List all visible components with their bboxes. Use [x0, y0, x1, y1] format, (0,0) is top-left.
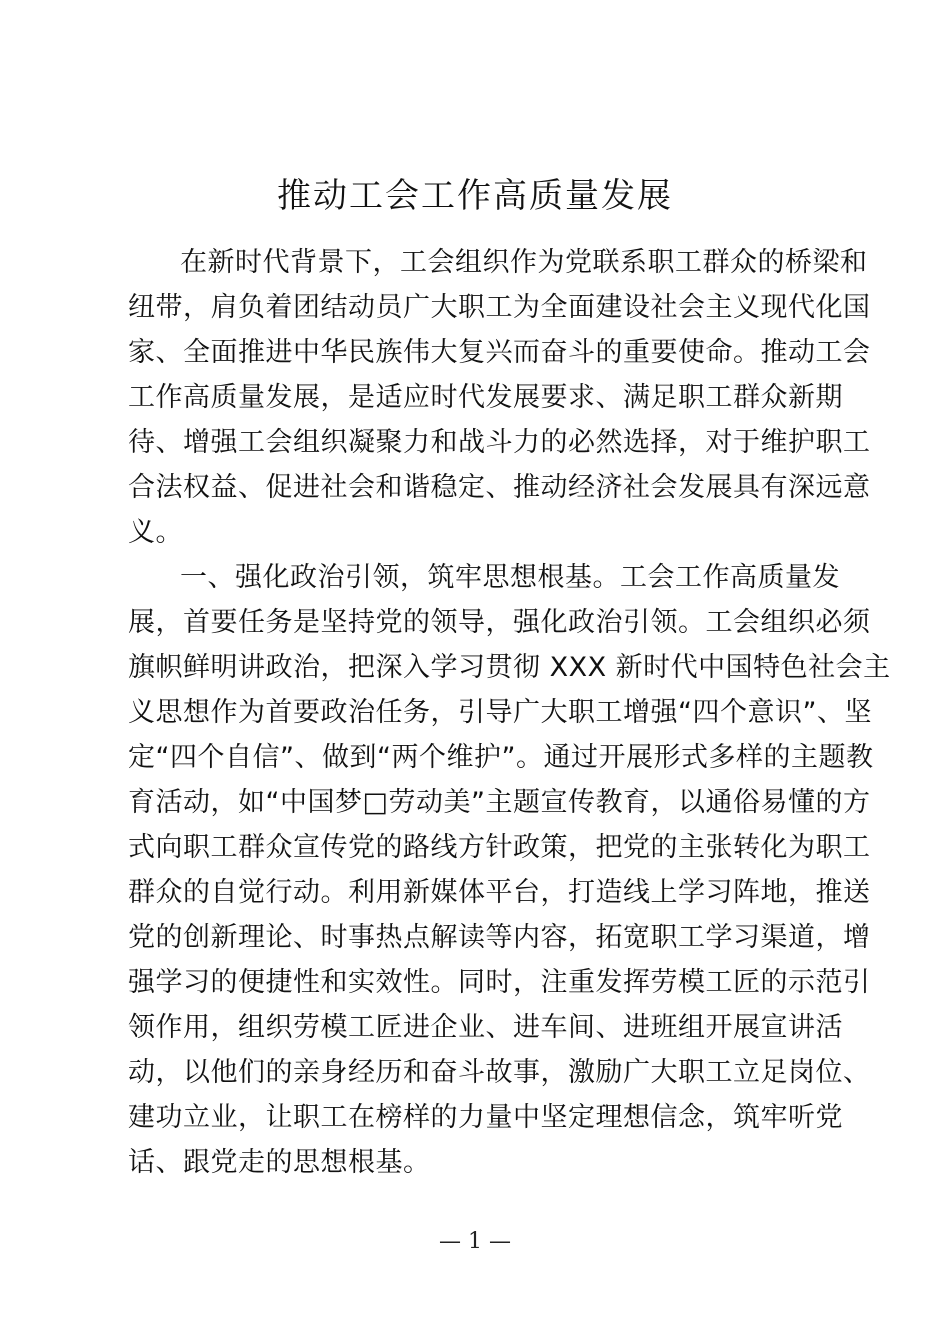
- paragraph-line: 育活动，如“中国梦□劳动美”主题宣传教育，以通俗易懂的方: [128, 787, 871, 818]
- paragraph-line: 待、增强工会组织凝聚力和战斗力的必然选择，对于维护职工: [128, 427, 871, 458]
- paragraph-line: 定“四个自信”、做到“两个维护”。通过开展形式多样的主题教: [128, 742, 874, 773]
- paragraph-line: 展，首要任务是坚持党的领导，强化政治引领。工会组织必须: [128, 607, 871, 638]
- document-title: 推动工会工作高质量发展: [277, 176, 673, 216]
- paragraph-line: 党的创新理论、时事热点解读等内容，拓宽职工学习渠道，增: [128, 922, 871, 953]
- paragraph-line: 合法权益、促进社会和谐稳定、推动经济社会发展具有深远意: [128, 472, 871, 503]
- paragraph-line: 家、全面推进中华民族伟大复兴而奋斗的重要使命。推动工会: [128, 337, 871, 368]
- page-number: — 1 —: [439, 1229, 511, 1254]
- paragraph-line: 群众的自觉行动。利用新媒体平台，打造线上学习阵地，推送: [128, 877, 871, 908]
- paragraph-line: 话、跟党走的思想根基。: [128, 1147, 431, 1178]
- paragraph-line: 旗帜鲜明讲政治，把深入学习贯彻 XXX 新时代中国特色社会主: [128, 652, 891, 683]
- paragraph-line: 工作高质量发展，是适应时代发展要求、满足职工群众新期: [128, 382, 843, 413]
- paragraph-line: 动，以他们的亲身经历和奋斗故事，激励广大职工立足岗位、: [128, 1057, 871, 1088]
- paragraph-line: 纽带，肩负着团结动员广大职工为全面建设社会主义现代化国: [128, 292, 871, 323]
- document-body: [128, 240, 891, 1185]
- paragraph-line: 式向职工群众宣传党的路线方针政策，把党的主张转化为职工: [128, 832, 871, 863]
- paragraph-line: 在新时代背景下，工会组织作为党联系职工群众的桥梁和: [180, 247, 868, 278]
- paragraph-line: 义思想作为首要政治任务，引导广大职工增强“四个意识”、坚: [128, 697, 872, 728]
- section-heading-line: 一、强化政治引领，筑牢思想根基。工会工作高质量发: [180, 562, 840, 593]
- paragraph-line: 强学习的便捷性和实效性。同时，注重发挥劳模工匠的示范引: [128, 967, 871, 998]
- paragraph-line: 义。: [128, 517, 183, 548]
- paragraph-line: 建功立业，让职工在榜样的力量中坚定理想信念，筑牢听党: [128, 1102, 843, 1133]
- paragraph-line: 领作用，组织劳模工匠进企业、进车间、进班组开展宣讲活: [128, 1012, 843, 1043]
